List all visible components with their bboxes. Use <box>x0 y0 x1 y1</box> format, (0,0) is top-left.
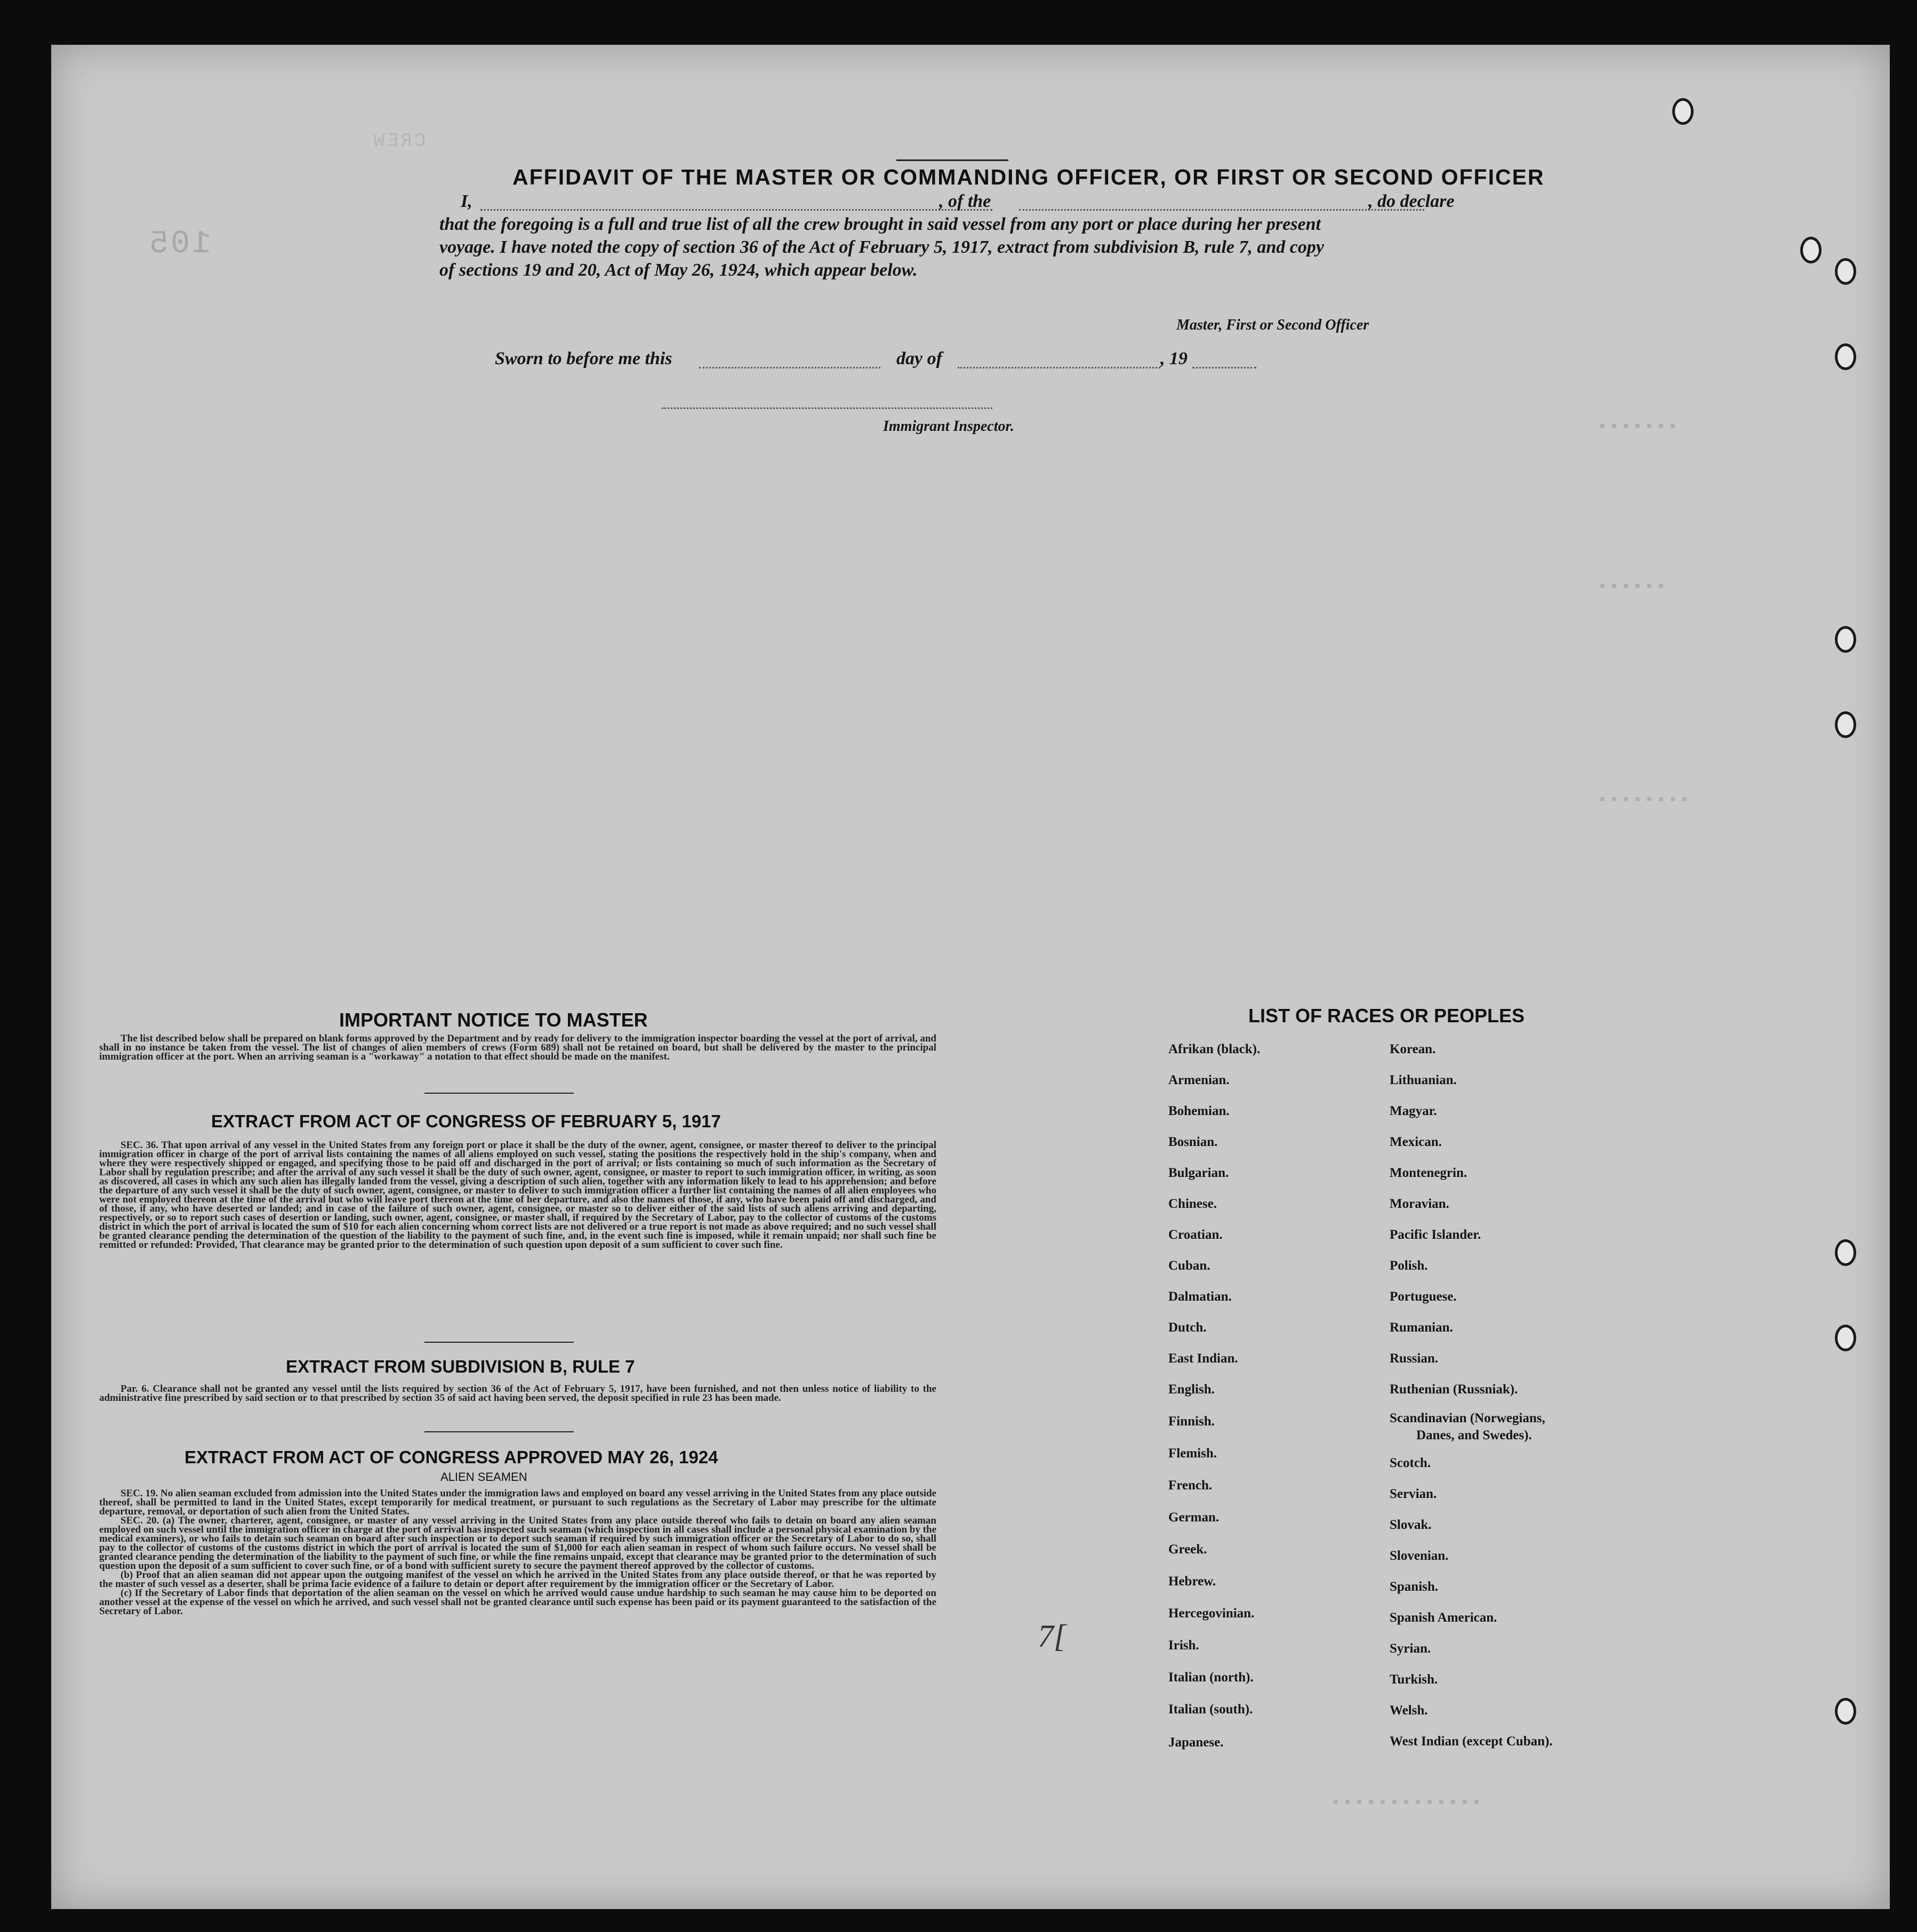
race-item: Danes, and Swedes). <box>1416 1428 1532 1442</box>
bleed-through-text: CREW <box>371 130 426 152</box>
extract-1924-title: EXTRACT FROM ACT OF CONGRESS APPROVED MAY 26, 1924 <box>185 1447 718 1467</box>
race-item: Mexican. <box>1390 1135 1442 1149</box>
race-item: Moravian. <box>1390 1197 1449 1211</box>
sec-20b-text: (b) Proof that an alien seaman did not appear upon the outgoing manifest of the vessel on which he arrived in the United States from any place outside thereof, or that he was reported by the master of such vessel as a deserter, shall be prima facie evidence of a failure to detain or deport after requirement by the immigration officer or the Secretary of Labor. <box>99 1569 936 1590</box>
race-item: Dalmatian. <box>1168 1289 1232 1304</box>
race-item: Portuguese. <box>1390 1289 1457 1304</box>
affidavit-of-the: , of the <box>939 191 991 211</box>
race-item: Scandinavian (Norwegians, <box>1390 1411 1545 1425</box>
race-item: Russian. <box>1390 1351 1439 1366</box>
day-of-label: day of <box>896 349 942 368</box>
race-item: East Indian. <box>1168 1351 1238 1366</box>
rule-7-text: Par. 6. Clearance shall not be granted any vessel until the lists required by section 36 of the Act of February 5, 1917, have been furnished, and not then unless notice of liability to the administrative fine prescribed by said section or to that prescribed by section 35 of said act having been served, the deposit specified in rule 23 has been made. <box>99 1383 936 1404</box>
race-item: Korean. <box>1390 1042 1436 1056</box>
race-item: Welsh. <box>1390 1703 1428 1718</box>
extract-1917-title: EXTRACT FROM ACT OF CONGRESS OF FEBRUARY 5, 1917 <box>211 1111 721 1131</box>
binder-hole <box>1672 98 1694 125</box>
race-item: Bulgarian. <box>1168 1166 1229 1180</box>
affidavit-do-declare: , do declare <box>1368 191 1455 211</box>
race-item: French. <box>1168 1478 1213 1493</box>
binder-hole <box>1835 626 1856 653</box>
race-item: German. <box>1168 1510 1220 1525</box>
notice-title: IMPORTANT NOTICE TO MASTER <box>339 1009 648 1031</box>
race-item: Afrikan (black). <box>1168 1042 1261 1056</box>
race-item: Cuban. <box>1168 1258 1210 1273</box>
title-underline <box>896 159 1008 161</box>
race-item: English. <box>1168 1382 1215 1397</box>
race-item: Turkish. <box>1390 1672 1438 1687</box>
sec-19-text: SEC. 19. No alien seaman excluded from admission into the United States under the immigration laws and employed on board any vessel arriving in the United States from any place outside thereof, shall be permitted to land in the United States, except temporarily for medical treatment, or pursuant to such regulations as the Secretary of Labor may prescribe for the ultimate departure, removal, or deportation of such alien from the United States. <box>99 1488 936 1517</box>
sworn-day-blank <box>699 367 880 368</box>
race-item: Ruthenian (Russniak). <box>1390 1382 1518 1397</box>
divider <box>424 1093 574 1094</box>
race-item: Rumanian. <box>1390 1320 1453 1335</box>
race-item: Slovenian. <box>1390 1549 1449 1563</box>
races-title: LIST OF RACES OR PEOPLES <box>1248 1005 1525 1027</box>
extract-1924-text <box>99 1489 936 1616</box>
bleed-through-text: 105 <box>147 226 212 262</box>
race-item: Armenian. <box>1168 1073 1230 1087</box>
race-item: West Indian (except Cuban). <box>1390 1734 1553 1749</box>
race-item: Spanish. <box>1390 1580 1439 1594</box>
race-item: Lithuanian. <box>1390 1073 1457 1087</box>
race-item: Croatian. <box>1168 1228 1223 1242</box>
sec-20a-text: SEC. 20. (a) The owner, charterer, agent, consignee, or master of any vessel arriving in the United States from any place outside thereof who fails to detain on board any alien seaman employed on such vessel until the immigration officer in charge at the port of arrival has inspected such seaman (which inspection in all cases shall include a personal physical examination by the medical examiners), or who fails to detain such seaman on board after such inspection or to deport such seaman if required by such immigration officer or the Secretary of Labor to do so, shall pay to the collector of customs of the customs district in which the port of arrival is located the sum of $1,000 for each alien seaman in respect of whom such failure occurs. No vessel shall be granted clearance pending the determination of the liability to the payment of such fine, or while the fine remains unpaid, except that clearance may be granted prior to the determination of such question upon the deposit of a sum sufficient to cover such fine, or of a bond with sufficient surety to secure the payment thereof approved by the collector of customs. <box>99 1515 937 1572</box>
binder-hole <box>1800 237 1822 263</box>
alien-seamen-subtitle: ALIEN SEAMEN <box>440 1470 527 1484</box>
affidavit-line-4: of sections 19 and 20, Act of May 26, 1924, which appear below. <box>439 260 918 280</box>
inspector-signature-blank <box>662 407 992 409</box>
binder-hole <box>1835 1698 1856 1725</box>
divider <box>424 1342 574 1343</box>
binder-hole <box>1835 711 1856 738</box>
pencil-mark: 7[ <box>1038 1618 1066 1654</box>
race-item: Servian. <box>1390 1487 1437 1501</box>
race-item: Syrian. <box>1390 1641 1431 1656</box>
affidavit-line-3: voyage. I have noted the copy of section 36 of the Act of February 5, 1917, extract from subdivision B, rule 7, and copy <box>439 237 1324 257</box>
sworn-month-blank <box>958 367 1160 368</box>
race-item: Polish. <box>1390 1258 1428 1273</box>
race-item: Bohemian. <box>1168 1104 1230 1118</box>
document-sheet <box>51 45 1890 1909</box>
binder-hole <box>1835 1325 1856 1351</box>
bleed-through-text: ▪▪▪▪▪▪▪▪ <box>1598 791 1692 809</box>
rule-7-title: EXTRACT FROM SUBDIVISION B, RULE 7 <box>286 1357 635 1376</box>
race-item: Chinese. <box>1168 1197 1217 1211</box>
signer-label: Master, First or Second Officer <box>1176 317 1369 333</box>
race-item: Italian (south). <box>1168 1702 1253 1717</box>
race-item: Magyar. <box>1390 1104 1437 1118</box>
sworn-label: Sworn to before me this <box>495 349 672 368</box>
affidavit-line-2: that the foregoing is a full and true list of all the crew brought in said vessel from any port or place during her present <box>439 214 1321 234</box>
race-item: Finnish. <box>1168 1414 1215 1429</box>
divider <box>424 1431 574 1432</box>
race-item: Slovak. <box>1390 1518 1432 1532</box>
year-blank <box>1192 367 1256 368</box>
bleed-through-text: ▪▪▪▪▪▪▪ <box>1598 418 1680 436</box>
race-item: Japanese. <box>1168 1735 1224 1750</box>
bleed-through-text: ▪▪▪▪▪▪▪▪▪▪▪▪▪ <box>1331 1794 1484 1812</box>
bleed-through-text: ▪▪▪▪▪▪ <box>1598 578 1669 596</box>
race-item: Greek. <box>1168 1542 1207 1557</box>
binder-hole <box>1835 343 1856 370</box>
race-item: Bosnian. <box>1168 1135 1218 1149</box>
year-label: , 19 <box>1160 349 1188 368</box>
race-item: Hercegovinian. <box>1168 1606 1255 1621</box>
vessel-blank <box>1019 209 1424 211</box>
race-item: Spanish American. <box>1390 1610 1497 1625</box>
race-item: Irish. <box>1168 1638 1199 1653</box>
race-item: Montenegrin. <box>1390 1166 1467 1180</box>
race-item: Hebrew. <box>1168 1574 1216 1589</box>
binder-hole <box>1835 258 1856 285</box>
extract-1917-text: SEC. 36. That upon arrival of any vessel in the United States from any foreign port or place it shall be the duty of the owner, agent, consignee, or master thereof to deliver to the principal immigration officer in charge of the port of arrival lists containing the names of all aliens employed on such vessel, stating the positions the respectively hold in the ship's company, when and where they were respectively shipped or engaged, and specifying those to be paid off and discharged in the port of arrival; or lists containing so much of such information as the Secretary of Labor shall by regulation prescribe; and after the arrival of any such vessel it shall be the duty of such owner, agent, consignee, or master to report to such immigration officer, in writing, as soon as discovered, all cases in which any such alien has illegally landed from the vessel, giving a description of such alien, together with any information likely to lead to his apprehension; and before the departure of any such vessel it shall be the duty of such owner, agent, consignee, or master to deliver to such immigration officer a further list containing the names of all alien employees who were not employed thereon at the time of the arrival but who will leave port thereon at the time of her departure, and also the names of those, if any, who have been paid off and discharged, and of those, if any, who have deserted or landed; and in case of the failure of such owner, agent, consignee, or master so to deliver either of the said lists of such aliens arriving and departing, respectively, or so to report such cases of desertion or landing, such owner, agent, consignee, or master shall, if required by the Secretary of Labor, pay to the collector of customs of the customs district in which the port of arrival is located the sum of $10 for each alien concerning whom correct lists are not delivered or a true report is not made as above required; and no such vessel shall be granted clearance pending the determination of the question of the liability to the payment of such fine, and, in the event such fine is imposed, while it remain unpaid; nor shall such fine be remitted or refunded: Provided, That clearance may be granted prior to the determination of such question upon deposit of a sum sufficient to cover such fine. <box>99 1140 936 1250</box>
notice-text: The list described below shall be prepared on blank forms approved by the Department and by ready for delivery to the immigration inspector boarding the vessel at the port of arrival, and shall in no instance be taken from the vessel. The list of changes of alien members of crews (Form 689) shall not be retained on board, but shall be delivered by the master to the principal immigration officer at the port. When an arriving seaman is a "workaway" a notation to that effect should be made on the manifest. <box>99 1033 936 1062</box>
race-item: Flemish. <box>1168 1446 1217 1461</box>
affidavit-i: I, <box>461 191 472 211</box>
affidavit-title: AFFIDAVIT OF THE MASTER OR COMMANDING OFFICER, OR FIRST OR SECOND OFFICER <box>512 165 1545 189</box>
race-item: Pacific Islander. <box>1390 1228 1481 1242</box>
binder-hole <box>1835 1239 1856 1266</box>
inspector-label: Immigrant Inspector. <box>883 418 1014 435</box>
name-blank <box>480 209 992 211</box>
race-item: Dutch. <box>1168 1320 1207 1335</box>
race-item: Italian (north). <box>1168 1670 1254 1685</box>
race-item: Scotch. <box>1390 1456 1431 1470</box>
sec-20c-text: (c) If the Secretary of Labor finds that deportation of the alien seaman on the vessel on which he arrived would cause undue hardship to such seaman he may cause him to be deported on another vessel at the expense of the vessel on which he arrived, and such vessel shall not be granted clearance until such expense has been paid or its payment guaranteed to the satisfaction of the Secretary of Labor. <box>99 1588 936 1617</box>
